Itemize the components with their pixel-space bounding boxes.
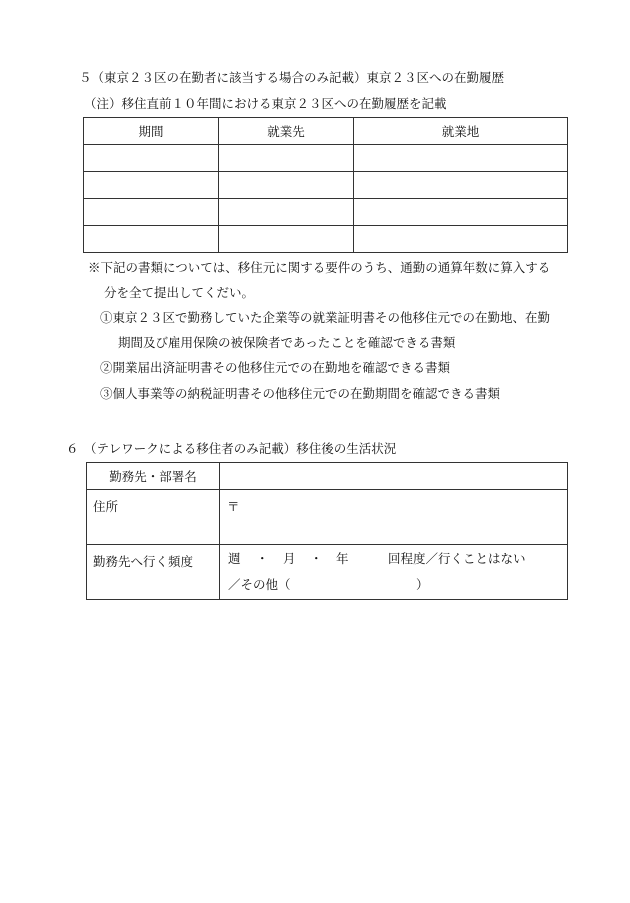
remark-line2: 分を全て提出してくだい。	[104, 285, 255, 300]
cell-employer[interactable]	[219, 145, 354, 172]
employer-field[interactable]	[220, 463, 568, 490]
address-field[interactable]	[220, 490, 568, 545]
frequency-label: 勤務先へ行く頻度	[93, 554, 194, 569]
cell-employer[interactable]	[219, 172, 354, 199]
section5-note: （注）移住直前１０年間における東京２３区への在勤履歴を記載	[84, 96, 447, 111]
cell-work-location[interactable]	[354, 172, 568, 199]
cell-work-location[interactable]	[354, 145, 568, 172]
section5-heading: ５（東京２３区の在勤者に該当する場合のみ記載）東京２３区への在勤履歴	[79, 70, 505, 85]
frequency-other-open: ／その他（	[228, 577, 291, 592]
table-row	[87, 463, 568, 490]
frequency-dot-1: ・	[256, 551, 269, 566]
work-history-table	[83, 117, 568, 253]
document-item-1-cont: 期間及び雇用保険の被保険者であったことを確認できる書類	[118, 335, 456, 350]
document-item-1: ①東京２３区で勤務していた企業等の就業証明書その他移住元での在勤地、在勤	[100, 310, 551, 325]
frequency-dot-2: ・	[310, 551, 323, 566]
cell-employer[interactable]	[219, 199, 354, 226]
document-item-3: ③個人事業等の納税証明書その他移住元での在勤期間を確認できる書類	[100, 386, 501, 401]
frequency-week: 週	[228, 551, 241, 566]
frequency-month: 月	[283, 551, 296, 566]
table-row	[84, 145, 568, 172]
section6-number: ６	[66, 441, 79, 456]
cell-employer[interactable]	[219, 226, 354, 253]
table-row	[87, 490, 568, 545]
table-row	[87, 545, 568, 600]
cell-period[interactable]	[84, 145, 219, 172]
header-employer: 就業先	[219, 118, 354, 145]
postal-mark: 〒	[227, 499, 240, 514]
table-row	[84, 226, 568, 253]
cell-period[interactable]	[84, 199, 219, 226]
address-label: 住所	[93, 499, 119, 514]
employer-label: 勤務先・部署名	[87, 463, 220, 490]
frequency-field[interactable]	[220, 545, 568, 600]
address-label-cell	[87, 490, 220, 545]
frequency-other-close: ）	[416, 577, 429, 592]
document-item-2: ②開業届出済証明書その他移住元での在勤地を確認できる書類	[100, 360, 451, 375]
frequency-year: 年	[336, 551, 349, 566]
cell-period[interactable]	[84, 172, 219, 199]
table-row	[84, 172, 568, 199]
living-status-table	[86, 462, 568, 600]
section6-heading: （テレワークによる移住者のみ記載）移住後の生活状況	[84, 441, 397, 456]
frequency-label-cell	[87, 545, 220, 600]
frequency-options: 回程度／行くことはない	[388, 551, 526, 566]
remark-line1: ※下記の書類については、移住元に関する要件のうち、通勤の通算年数に算入する	[88, 260, 551, 275]
cell-work-location[interactable]	[354, 199, 568, 226]
header-work-location: 就業地	[354, 118, 568, 145]
cell-work-location[interactable]	[354, 226, 568, 253]
header-period: 期間	[84, 118, 219, 145]
cell-period[interactable]	[84, 226, 219, 253]
table-header-row	[84, 118, 568, 145]
table-row	[84, 199, 568, 226]
